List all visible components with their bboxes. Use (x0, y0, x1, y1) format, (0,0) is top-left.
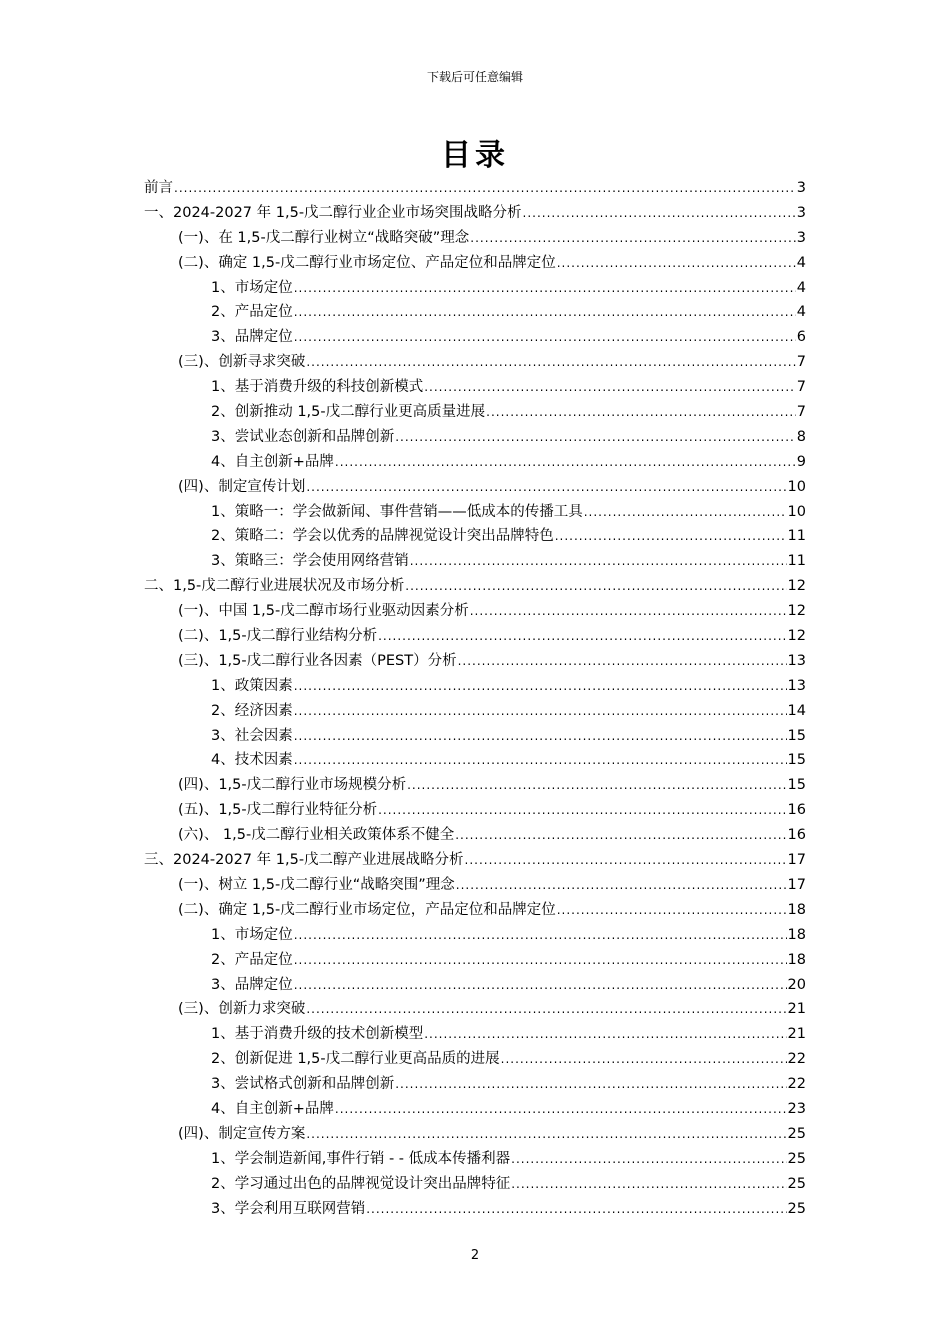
toc-leader-dots (458, 654, 787, 668)
toc-entry-title: (五)、1,5-戊二醇行业特征分析 (178, 802, 378, 819)
table-of-contents (144, 176, 806, 1221)
toc-entry[interactable] (144, 226, 806, 251)
toc-entry-title: 2、创新促进 1,5-戊二醇行业更高品质的进展 (211, 1051, 500, 1068)
toc-entry-title: (一)、树立 1,5-戊二醇行业“战略突围”理念 (178, 876, 455, 893)
toc-leader-dots (555, 529, 787, 543)
toc-entry-title: (二)、1,5-戊二醇行业结构分析 (178, 628, 378, 645)
toc-leader-dots (424, 1027, 786, 1041)
toc-entry-page: 23 (787, 1100, 806, 1117)
toc-entry[interactable] (144, 898, 806, 923)
toc-leader-dots (486, 405, 796, 419)
toc-entry[interactable] (144, 475, 806, 500)
toc-leader-dots (378, 803, 786, 817)
toc-leader-dots (366, 1202, 786, 1216)
toc-entry-page: 15 (787, 777, 806, 794)
toc-entry[interactable] (144, 176, 806, 201)
toc-entry-page: 25 (787, 1150, 806, 1167)
toc-entry-title: (六)、 1,5-戊二醇行业相关政策体系不健全 (178, 827, 455, 844)
toc-entry-title: 前言 (144, 180, 173, 196)
toc-entry-title: (四)、1,5-戊二醇行业市场规模分析 (178, 777, 407, 794)
toc-entry-page: 15 (787, 752, 806, 769)
toc-entry[interactable] (144, 450, 806, 475)
toc-entry-page: 21 (787, 1026, 806, 1043)
page-number: 2 (470, 1248, 480, 1263)
toc-entry-title: 2、产品定位 (211, 304, 293, 321)
toc-leader-dots (306, 480, 786, 494)
toc-entry-page: 16 (787, 827, 806, 844)
toc-entry-page: 22 (787, 1051, 806, 1068)
toc-entry-title: (三)、创新寻求突破 (178, 354, 306, 371)
toc-entry-page: 9 (796, 453, 806, 470)
toc-entry-title: (三)、1,5-戊二醇行业各因素（PEST）分析 (178, 652, 457, 669)
toc-leader-dots (511, 1152, 786, 1166)
toc-entry-page: 18 (787, 901, 806, 918)
toc-leader-dots (174, 181, 796, 195)
toc-entry-page: 12 (787, 603, 806, 620)
toc-leader-dots (306, 1002, 786, 1016)
toc-entry-title: 1、策略一：学会做新闻、事件营销——低成本的传播工具 (211, 503, 583, 520)
toc-entry-page: 7 (796, 379, 806, 396)
toc-leader-dots (294, 978, 787, 992)
toc-entry[interactable] (144, 674, 806, 699)
toc-entry[interactable] (144, 624, 806, 649)
toc-leader-dots (584, 505, 787, 519)
toc-entry-title: 1、基于消费升级的技术创新模型 (211, 1026, 424, 1043)
toc-entry-page: 10 (787, 503, 806, 520)
toc-leader-dots (378, 629, 786, 643)
toc-entry-title: 3、学会利用互联网营销 (211, 1200, 366, 1217)
toc-leader-dots (294, 679, 787, 693)
toc-entry-title: 3、品牌定位 (211, 329, 293, 346)
toc-entry[interactable] (144, 325, 806, 350)
toc-entry[interactable] (144, 649, 806, 674)
toc-entry[interactable] (144, 500, 806, 525)
toc-entry-title: (二)、确定 1,5-戊二醇行业市场定位、产品定位和品牌定位 (178, 254, 556, 271)
toc-leader-dots (294, 330, 796, 344)
toc-leader-dots (294, 704, 787, 718)
toc-leader-dots (407, 778, 786, 792)
toc-entry-title: 4、技术因素 (211, 752, 293, 769)
toc-entry[interactable] (144, 699, 806, 724)
toc-entry-title: 2、学习通过出色的品牌视觉设计突出品牌特征 (211, 1175, 511, 1192)
toc-entry-page: 3 (796, 204, 806, 221)
toc-entry[interactable] (144, 997, 806, 1022)
toc-entry-title: 1、市场定位 (211, 279, 293, 296)
toc-leader-dots (501, 1052, 787, 1066)
page-header: 下载后可任意编辑 (426, 70, 523, 84)
toc-entry[interactable] (144, 873, 806, 898)
toc-entry-page: 15 (787, 727, 806, 744)
toc-entry-title: 1、学会制造新闻,事件行销 - - 低成本传播利器 (211, 1150, 511, 1167)
toc-leader-dots (410, 554, 787, 568)
toc-entry-page: 25 (787, 1125, 806, 1142)
toc-entry-title: (一)、在 1,5-戊二醇行业树立“战略突破”理念 (178, 229, 470, 246)
toc-leader-dots (335, 455, 796, 469)
toc-leader-dots (294, 729, 787, 743)
toc-entry-title: 三、2024-2027 年 1,5-戊二醇产业进展战略分析 (144, 852, 464, 869)
toc-entry-page: 3 (796, 180, 806, 196)
toc-entry[interactable] (144, 1022, 806, 1047)
toc-entry-title: 2、经济因素 (211, 702, 293, 719)
toc-leader-dots (470, 231, 796, 245)
toc-leader-dots (456, 878, 787, 892)
toc-entry-page: 7 (796, 404, 806, 421)
toc-entry-title: 1、基于消费升级的科技创新模式 (211, 379, 424, 396)
toc-entry-title: 2、策略二：学会以优秀的品牌视觉设计突出品牌特色 (211, 528, 554, 545)
toc-entry[interactable] (144, 1097, 806, 1122)
toc-leader-dots (395, 430, 796, 444)
toc-leader-dots (306, 1127, 786, 1141)
toc-entry-title: 4、自主创新+品牌 (211, 1100, 334, 1117)
toc-entry-title: 2、创新推动 1,5-戊二醇行业更高质量进展 (211, 404, 486, 421)
toc-entry-page: 7 (796, 354, 806, 371)
toc-entry-title: 3、品牌定位 (211, 976, 293, 993)
toc-leader-dots (465, 853, 787, 867)
toc-leader-dots (395, 1077, 786, 1091)
toc-entry-page: 20 (787, 976, 806, 993)
toc-entry-title: 1、市场定位 (211, 926, 293, 943)
toc-entry[interactable] (144, 524, 806, 549)
toc-entry-page: 18 (787, 926, 806, 943)
toc-entry[interactable] (144, 973, 806, 998)
toc-leader-dots (470, 604, 787, 618)
toc-entry-title: 二、1,5-戊二醇行业进展状况及市场分析 (144, 578, 405, 595)
toc-entry-title: (三)、创新力求突破 (178, 1001, 306, 1018)
toc-entry[interactable] (144, 948, 806, 973)
toc-entry-title: (四)、制定宣传计划 (178, 478, 306, 495)
toc-entry-page: 16 (787, 802, 806, 819)
toc-entry-title: 3、尝试格式创新和品牌创新 (211, 1076, 395, 1093)
toc-entry[interactable] (144, 1047, 806, 1072)
toc-leader-dots (557, 256, 796, 270)
toc-leader-dots (424, 380, 796, 394)
toc-leader-dots (405, 579, 786, 593)
toc-entry-title: 3、社会因素 (211, 727, 293, 744)
toc-entry-title: (二)、确定 1,5-戊二醇行业市场定位，产品定位和品牌定位 (178, 901, 556, 918)
toc-leader-dots (294, 928, 787, 942)
toc-leader-dots (306, 355, 795, 369)
toc-entry[interactable] (144, 1122, 806, 1147)
toc-entry[interactable] (144, 823, 806, 848)
toc-entry[interactable] (144, 748, 806, 773)
toc-entry-page: 21 (787, 1001, 806, 1018)
toc-entry-page: 14 (787, 702, 806, 719)
toc-entry[interactable] (144, 300, 806, 325)
toc-entry[interactable] (144, 1147, 806, 1172)
toc-entry[interactable] (144, 400, 806, 425)
toc-leader-dots (294, 953, 787, 967)
toc-entry-page: 11 (787, 528, 806, 545)
toc-entry-title: 3、策略三：学会使用网络营销 (211, 553, 409, 570)
toc-entry[interactable] (144, 375, 806, 400)
page-title: 目录 (441, 138, 509, 173)
toc-leader-dots (557, 903, 787, 917)
toc-entry-page: 3 (796, 229, 806, 246)
toc-leader-dots (511, 1177, 786, 1191)
toc-leader-dots (294, 305, 796, 319)
toc-entry-page: 4 (796, 279, 806, 296)
toc-entry-page: 4 (796, 304, 806, 321)
toc-entry[interactable] (144, 724, 806, 749)
toc-entry-page: 13 (787, 652, 806, 669)
toc-leader-dots (455, 828, 786, 842)
toc-entry-page: 12 (787, 628, 806, 645)
toc-entry[interactable] (144, 599, 806, 624)
toc-entry-page: 22 (787, 1076, 806, 1093)
toc-entry[interactable] (144, 251, 806, 276)
toc-entry-title: 一、2024-2027 年 1,5-戊二醇行业企业市场突围战略分析 (144, 204, 522, 221)
toc-leader-dots (294, 281, 796, 295)
toc-entry[interactable] (144, 1072, 806, 1097)
toc-entry[interactable] (144, 1172, 806, 1197)
toc-entry-page: 18 (787, 951, 806, 968)
toc-leader-dots (523, 206, 796, 220)
toc-entry-page: 6 (796, 329, 806, 346)
toc-entry[interactable] (144, 773, 806, 798)
toc-entry[interactable] (144, 574, 806, 599)
toc-entry[interactable] (144, 425, 806, 450)
toc-entry-page: 25 (787, 1200, 806, 1217)
toc-entry-title: 4、自主创新+品牌 (211, 453, 334, 470)
toc-entry-page: 17 (787, 852, 806, 869)
toc-entry-title: 1、政策因素 (211, 677, 293, 694)
toc-entry-page: 10 (787, 478, 806, 495)
toc-entry-page: 12 (787, 578, 806, 595)
toc-entry-page: 8 (796, 428, 806, 445)
toc-entry-title: (一)、中国 1,5-戊二醇市场行业驱动因素分析 (178, 603, 469, 620)
toc-entry-title: (四)、制定宣传方案 (178, 1125, 306, 1142)
toc-entry-title: 3、尝试业态创新和品牌创新 (211, 428, 395, 445)
toc-entry-page: 11 (787, 553, 806, 570)
toc-entry[interactable] (144, 1197, 806, 1222)
toc-entry[interactable] (144, 923, 806, 948)
toc-entry[interactable] (144, 201, 806, 226)
toc-entry[interactable] (144, 276, 806, 301)
toc-entry-page: 13 (787, 677, 806, 694)
toc-leader-dots (335, 1102, 787, 1116)
toc-entry-page: 25 (787, 1175, 806, 1192)
toc-entry-title: 2、产品定位 (211, 951, 293, 968)
toc-entry[interactable] (144, 798, 806, 823)
toc-leader-dots (294, 753, 787, 767)
toc-entry[interactable] (144, 549, 806, 574)
toc-entry[interactable] (144, 848, 806, 873)
toc-entry-page: 4 (796, 254, 806, 271)
toc-entry-page: 17 (787, 876, 806, 893)
toc-entry[interactable] (144, 350, 806, 375)
